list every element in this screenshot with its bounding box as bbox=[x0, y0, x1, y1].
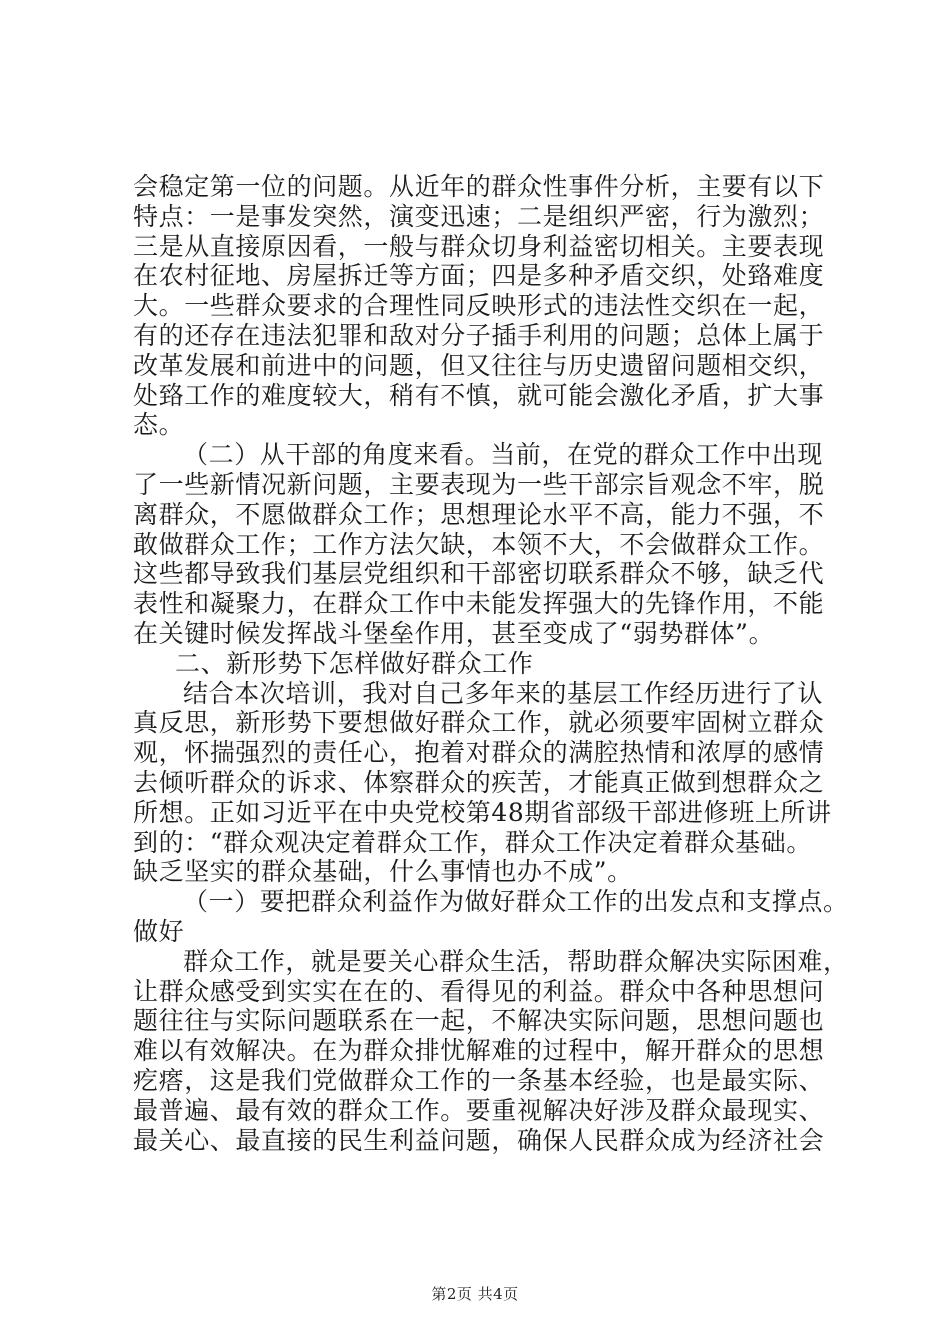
text-line: 表性和凝聚力，在群众工作中未能发挥强大的先锋作用，不能 bbox=[133, 589, 825, 619]
text-line: 最普遍、最有效的群众工作。要重视解决好涉及群众最现实、 bbox=[133, 1095, 825, 1125]
text-line: 态。 bbox=[133, 410, 185, 440]
text-line: 到的：“群众观决定着群众工作，群众工作决定着群众基础。 bbox=[133, 827, 812, 857]
text-line: 特点：一是事发突然，演变迅速；二是组织严密，行为激烈； bbox=[133, 201, 825, 231]
text-line: 大。一些群众要求的合理性同反映形式的违法性交织在一起， bbox=[133, 291, 825, 321]
text-line: 所想。正如习近平在中央党校第48期省部级干部进修班上所讲 bbox=[133, 797, 832, 827]
text-line: 在农村征地、房屋拆迁等方面；四是多种矛盾交织，处臵难度 bbox=[133, 261, 825, 291]
paragraph-start-line: 群众工作，就是要关心群众生活，帮助群众解决实际困难， bbox=[183, 946, 849, 976]
text-line: 这些都导致我们基层党组织和干部密切联系群众不够，缺乏代 bbox=[133, 559, 825, 589]
text-line: 三是从直接原因看，一般与群众切身利益密切相关。主要表现 bbox=[133, 231, 825, 261]
text-line: 难以有效解决。在为群众排忧解难的过程中，解开群众的思想 bbox=[133, 1036, 825, 1066]
text-line: 敢做群众工作；工作方法欠缺，本领不大，不会做群众工作。 bbox=[133, 529, 825, 559]
section-heading: 二、新形势下怎样做好群众工作 bbox=[175, 648, 534, 678]
document-body bbox=[133, 172, 849, 1155]
text-line: 有的还存在违法犯罪和敌对分子插手利用的问题；总体上属于 bbox=[133, 320, 825, 350]
text-line: 观，怀揣强烈的责任心，抱着对群众的满腔热情和浓厚的感情 bbox=[133, 738, 825, 768]
text-line: 题往往与实际问题联系在一起，不解决实际问题，思想问题也 bbox=[133, 1006, 825, 1036]
paragraph-start-line: 结合本次培训，我对自己多年来的基层工作经历进行了认 bbox=[183, 678, 824, 708]
text-line: 处臵工作的难度较大，稍有不慎，就可能会激化矛盾，扩大事 bbox=[133, 380, 825, 410]
subsection-heading: （一）要把群众利益作为做好群众工作的出发点和支撑点。 bbox=[183, 887, 849, 917]
text-line: 真反思，新形势下要想做好群众工作，就必须要牢固树立群众 bbox=[133, 708, 825, 738]
text-line: 缺乏坚实的群众基础，什么事情也办不成”。 bbox=[133, 857, 633, 887]
text-line: 在关键时候发挥战斗堡垒作用，甚至变成了“弱势群体”。 bbox=[133, 618, 775, 648]
text-line: 疙瘩，这是我们党做群众工作的一条基本经验，也是最实际、 bbox=[133, 1065, 825, 1095]
page-footer: 第2页 共4页 bbox=[431, 1285, 519, 1303]
text-line: 去倾听群众的诉求、体察群众的疾苦，才能真正做到想群众之 bbox=[133, 767, 825, 797]
text-line: 改革发展和前进中的问题，但又往往与历史遗留问题相交织， bbox=[133, 350, 825, 380]
text-line: 让群众感受到实实在在的、看得见的利益。群众中各种思想问 bbox=[133, 976, 825, 1006]
paragraph-start-line: （二）从干部的角度来看。当前，在党的群众工作中出现 bbox=[183, 440, 824, 470]
text-line: 了一些新情况新问题，主要表现为一些干部宗旨观念不牢，脱 bbox=[133, 469, 825, 499]
text-line: 离群众，不愿做群众工作；思想理论水平不高，能力不强，不 bbox=[133, 499, 825, 529]
text-line: 最关心、最直接的民生利益问题，确保人民群众成为经济社会 bbox=[133, 1125, 825, 1155]
text-line: 会稳定第一位的问题。从近年的群众性事件分析，主要有以下 bbox=[133, 172, 825, 201]
text-line: 做好 bbox=[133, 916, 185, 946]
